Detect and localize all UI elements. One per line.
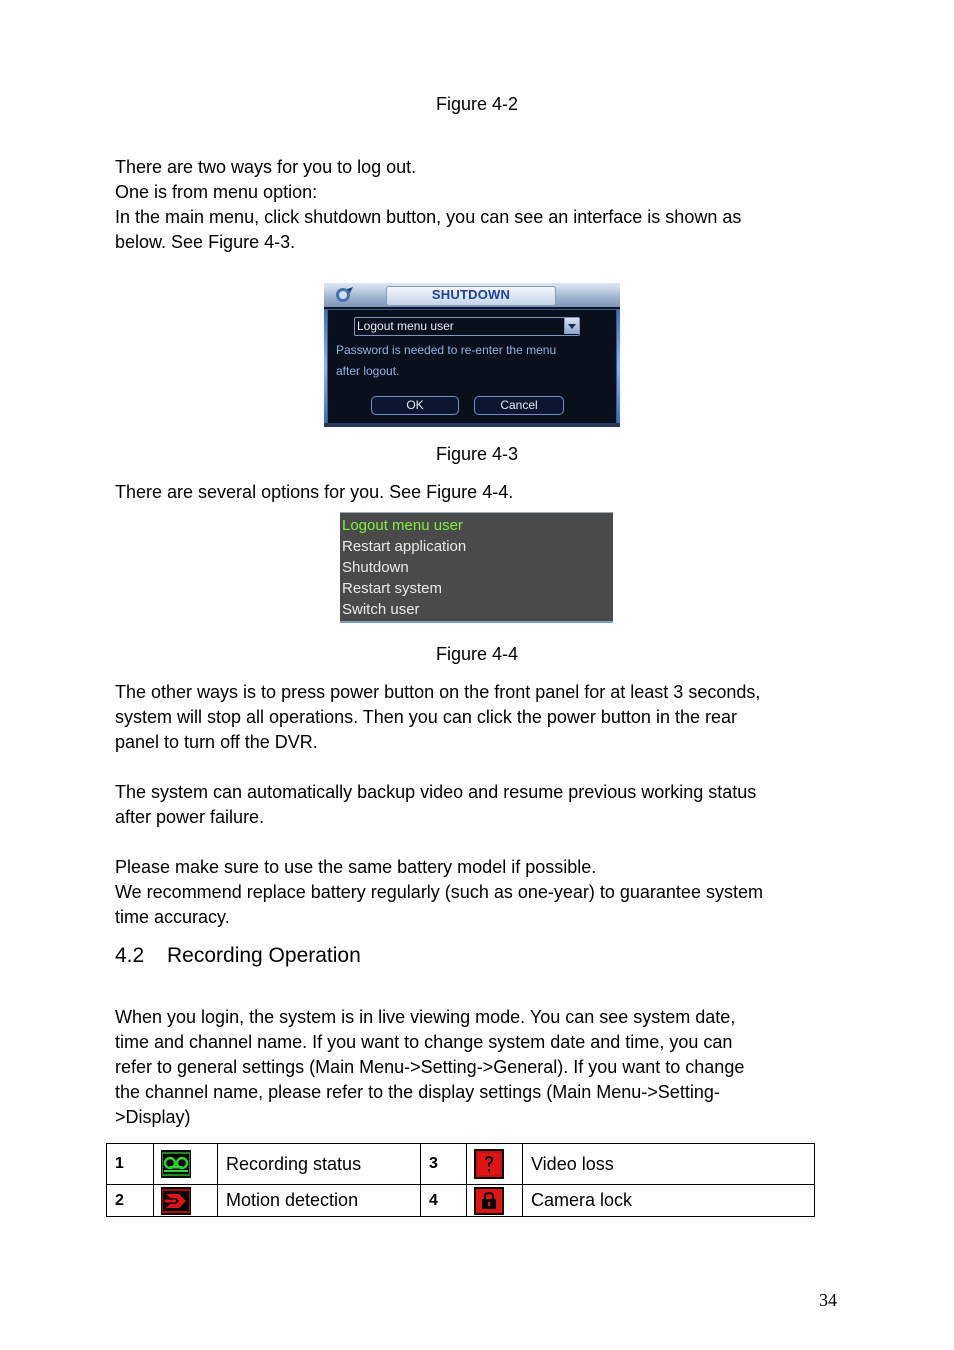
text-line: time and channel name. If you want to change system date and time, you can	[115, 1032, 733, 1052]
message-line: after logout.	[336, 364, 400, 378]
table-cell-icon	[154, 1144, 218, 1185]
table-cell-label: Camera lock	[523, 1185, 815, 1217]
menu-item-restart-application[interactable]: Restart application	[342, 538, 467, 555]
recording-status-icon	[161, 1150, 191, 1178]
table-cell-label: Motion detection	[218, 1185, 421, 1217]
shutdown-options-menu	[340, 512, 613, 623]
table-row	[107, 1144, 815, 1185]
battery-paragraph	[115, 855, 845, 930]
table-cell-number: 2	[107, 1185, 154, 1217]
options-paragraph: There are several options for you. See Figure 4-4.	[115, 482, 514, 502]
section-heading	[115, 942, 361, 970]
camera-lock-icon	[474, 1187, 504, 1215]
section-title: Recording Operation	[167, 944, 361, 967]
dialog-title: SHUTDOWN	[431, 287, 511, 302]
login-paragraph	[115, 1005, 845, 1130]
chevron-down-icon[interactable]	[564, 318, 579, 334]
figure-4-4-caption: Figure 4-4	[435, 644, 519, 664]
table-cell-label: Recording status	[218, 1144, 421, 1185]
text-line: after power failure.	[115, 807, 265, 827]
text-line: In the main menu, click shutdown button, you can see an interface is shown as	[115, 207, 742, 227]
shutdown-dialog-screenshot	[324, 283, 620, 427]
table-cell-number: 3	[421, 1144, 467, 1185]
text-line: below. See Figure 4-3.	[115, 232, 296, 252]
logout-option-value: Logout menu user	[357, 319, 454, 333]
text-line: system will stop all operations. Then you can click the power button in the rear	[115, 707, 737, 727]
power-paragraph	[115, 680, 845, 755]
video-loss-icon	[474, 1149, 504, 1179]
figure-4-3-caption: Figure 4-3	[435, 444, 519, 464]
message-line: Password is needed to re-enter the menu	[336, 343, 557, 357]
menu-item-restart-system[interactable]: Restart system	[342, 580, 443, 597]
cancel-button[interactable]: Cancel	[474, 396, 564, 415]
menu-item-shutdown[interactable]: Shutdown	[342, 559, 409, 576]
table-cell-number: 1	[107, 1144, 154, 1185]
table-cell-icon	[467, 1144, 523, 1185]
ok-button[interactable]: OK	[371, 396, 459, 415]
dvr-logo-icon	[334, 286, 354, 304]
text-line: time accuracy.	[115, 907, 230, 927]
text-line: Please make sure to use the same battery model if possible.	[115, 857, 597, 877]
dialog-message	[336, 340, 611, 382]
table-row	[107, 1185, 815, 1217]
dialog-bottom-strip	[324, 423, 620, 427]
text-line: panel to turn off the DVR.	[115, 732, 318, 752]
table-cell-icon	[467, 1185, 523, 1217]
text-line: We recommend replace battery regularly (such as one-year) to guarantee system	[115, 882, 763, 902]
motion-detection-icon	[161, 1187, 191, 1215]
menu-item-logout-menu-user[interactable]: Logout menu user	[342, 517, 463, 534]
text-line: The other ways is to press power button on the front panel for at least 3 seconds,	[115, 682, 761, 702]
menu-item-switch-user[interactable]: Switch user	[342, 601, 420, 618]
status-icon-table	[106, 1143, 815, 1217]
text-line: refer to general settings (Main Menu->Setting->General). If you want to change	[115, 1057, 745, 1077]
text-line: >Display)	[115, 1107, 191, 1127]
table-cell-icon	[154, 1185, 218, 1217]
intro-paragraph	[115, 155, 845, 255]
page-number: 34	[819, 1290, 837, 1310]
section-number: 4.2	[115, 944, 145, 967]
text-line: One is from menu option:	[115, 182, 318, 202]
text-line: There are two ways for you to log out.	[115, 157, 417, 177]
backup-paragraph	[115, 780, 845, 830]
figure-4-2-caption: Figure 4-2	[435, 94, 519, 114]
text-line: The system can automatically backup video and resume previous working status	[115, 782, 757, 802]
table-cell-label: Video loss	[523, 1144, 815, 1185]
text-line: the channel name, please refer to the display settings (Main Menu->Setting-	[115, 1082, 720, 1102]
text-line: When you login, the system is in live viewing mode. You can see system date,	[115, 1007, 736, 1027]
table-cell-number: 4	[421, 1185, 467, 1217]
